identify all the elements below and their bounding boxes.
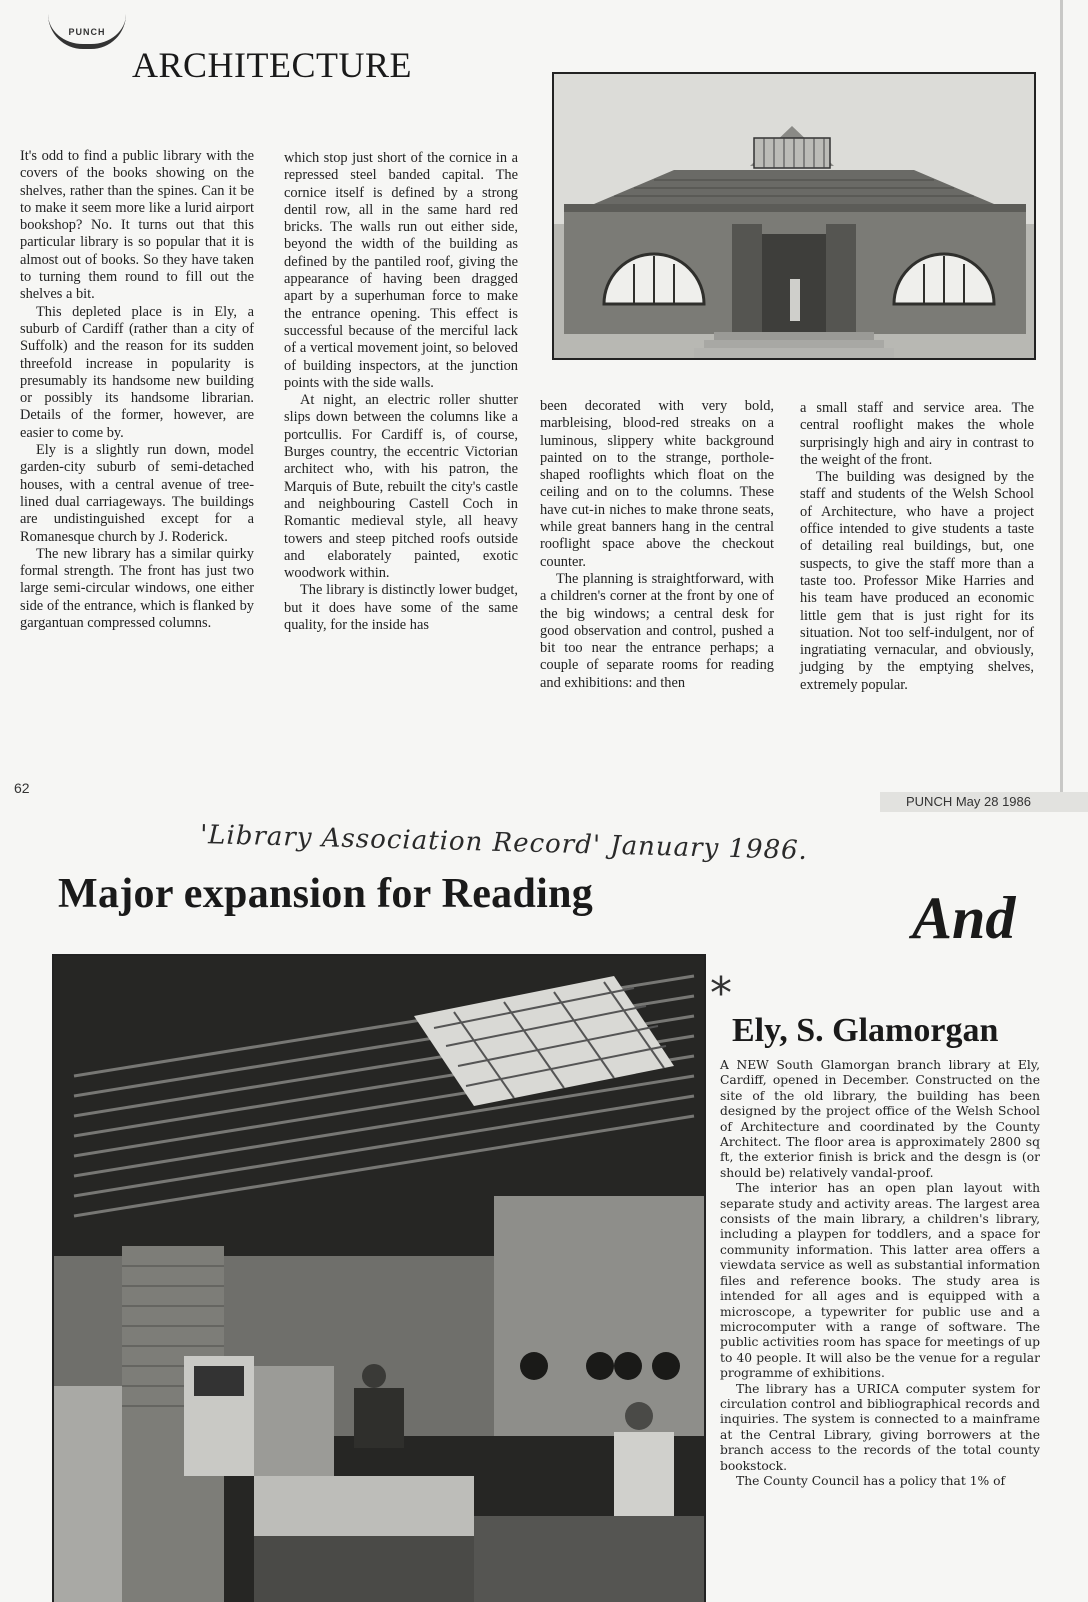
paragraph: The library has a URICA computer system for circulation control and bibliographical records and inquiries. The system is connected to a mainframe at the Central Library, giving borrowers at the branch access to the records of the total county bookstock. [720, 1381, 1040, 1473]
paragraph: It's odd to find a public library with the covers of the books showing on the shelves, rather than the spines. Can it be to make it seem more like a lurid airport bookshop? No. It turns out that this particular library is so popular that it is almost out of books. So they have taken to turning them round to fill out the shelves a bit. [20, 148, 254, 303]
paragraph: The County Council has a policy that 1% of [736, 1473, 1006, 1488]
building-illustration [554, 74, 1034, 358]
headline-fragment: And [912, 885, 1016, 951]
paragraph: The library is distinctly lower budget, but it does have some of the same quality, for the inside has [284, 582, 518, 634]
page-edge [1060, 0, 1063, 800]
library-interior-photo [52, 954, 706, 1602]
paragraph: This depleted place is in Ely, a suburb of Cardiff (rather than a city of Suffolk) and the reason for its sudden threefold increase in popularity is presumably its handsome new building or possibly its handsome librarian. Details of the former, however, are easier to come by. [20, 303, 254, 441]
publication-footer: PUNCH May 28 1986 [880, 792, 1088, 812]
library-exterior-photo [552, 72, 1036, 360]
page-number: 62 [14, 780, 30, 796]
ely-article-title: Ely, S. Glamorgan [732, 1012, 999, 1049]
punch-logo: PUNCH [48, 14, 126, 49]
headline: Major expansion for Reading [58, 871, 594, 917]
paragraph: Ely is a slightly run down, model garden-city suburb of semi-detached houses, with a central avenue of tree-lined dual carriageways. The buildings are undistinguished except for a Romanesque church by J. Roderick. [20, 442, 254, 545]
paragraph: At night, an electric roller shutter slips down between the columns like a portcullis. For Cardiff is, of course, Burges country, the eccentric Victorian architect who, with his patron, the Marquis of Bute, rebuilt the city's castle and neighbouring Castell Coch in Romantic medieval style, all heavy towers and steep pitched roofs outside and elaborately painted, exotic woodwork within. [284, 392, 518, 582]
ely-article-body [720, 1058, 1040, 1489]
paragraph: The building was designed by the staff and students of the Welsh School of Architecture, who have a project office intended to give students a taste of detailing real buildings, but, one suspects, to give the staff more than a taste too. Professor Mike Harries and his team have produced an economic little gem that is just right for its situation. Not too self-indulgent, nor of ingratiating vernacular, and obviously, judging by the emptying shelves, extremely popular. [800, 469, 1034, 693]
section-title: ARCHITECTURE [132, 45, 412, 85]
paragraph: which stop just short of the cornice in a repressed steel banded capital. The cornice itself is defined by a strong dentil row, all in the same hard red bricks. The walls run out either side, beyond the width of the building as defined by the pantiled roof, giving the appearance of having been dragged apart by a superhuman force to make the entrance opening. This effect is successful because of the merciful lack of a vertical movement joint, so beloved of building inspectors, at the junction points with the side walls. [284, 150, 518, 391]
interior-illustration [54, 956, 704, 1602]
paragraph: A NEW South Glamorgan branch library at Ely, Cardiff, opened in December. Constructed on the site of the old library, the building has been designed by the project office of the Welsh School of Architecture and coordinated by the County Architect. The floor area is approximately 2800 sq ft, the exterior finish is brick and the desgn is (or should be) relatively vandal-proof. [720, 1058, 1040, 1180]
asterisk-mark: * [710, 968, 732, 1019]
paragraph: The new library has a similar quirky formal strength. The front has just two large semi-circular windows, one either side of the entrance, which is flanked by gargantuan compressed columns. [20, 545, 254, 632]
article-column-2 [284, 150, 518, 634]
article-column-1 [20, 148, 254, 632]
paragraph: been decorated with very bold, marbleising, blood-red streaks on a luminous, slippery white background painted on to the strange, porthole-shaped rooflights which float on the ceiling and on to the columns. These have cut-in niches to make throne seats, while great banners hang in the central rooflight space above the checkout counter. [540, 398, 774, 570]
article-column-3 [540, 398, 774, 692]
paragraph: a small staff and service area. The central rooflight makes the whole surprisingly high and airy in contrast to the weight of the front. [800, 400, 1034, 468]
paragraph: The planning is straightforward, with a children's corner at the front by one of the big windows; a central desk for good observation and control, pushed a bit too near the entrance perhaps; a couple of separate rooms for reading and exhibitions: and then [540, 570, 774, 691]
paragraph: The interior has an open plan layout with separate study and activity areas. The largest area consists of the main library, a children's library, including a playpen for toddlers, and a space for community information. This latter area offers a viewdata service as well as substantial information files and reference books. The study area is intended for all ages and is equipped with a microscope, a typewriter for public use and a microcomputer with a range of software. The public activities room has space for meetings of up to 40 people. It will also be the venue for a regular programme of exhibitions. [720, 1181, 1040, 1381]
handwritten-source-note: 'Library Association Record' January 1986. [199, 820, 809, 866]
article-column-4 [800, 400, 1034, 694]
